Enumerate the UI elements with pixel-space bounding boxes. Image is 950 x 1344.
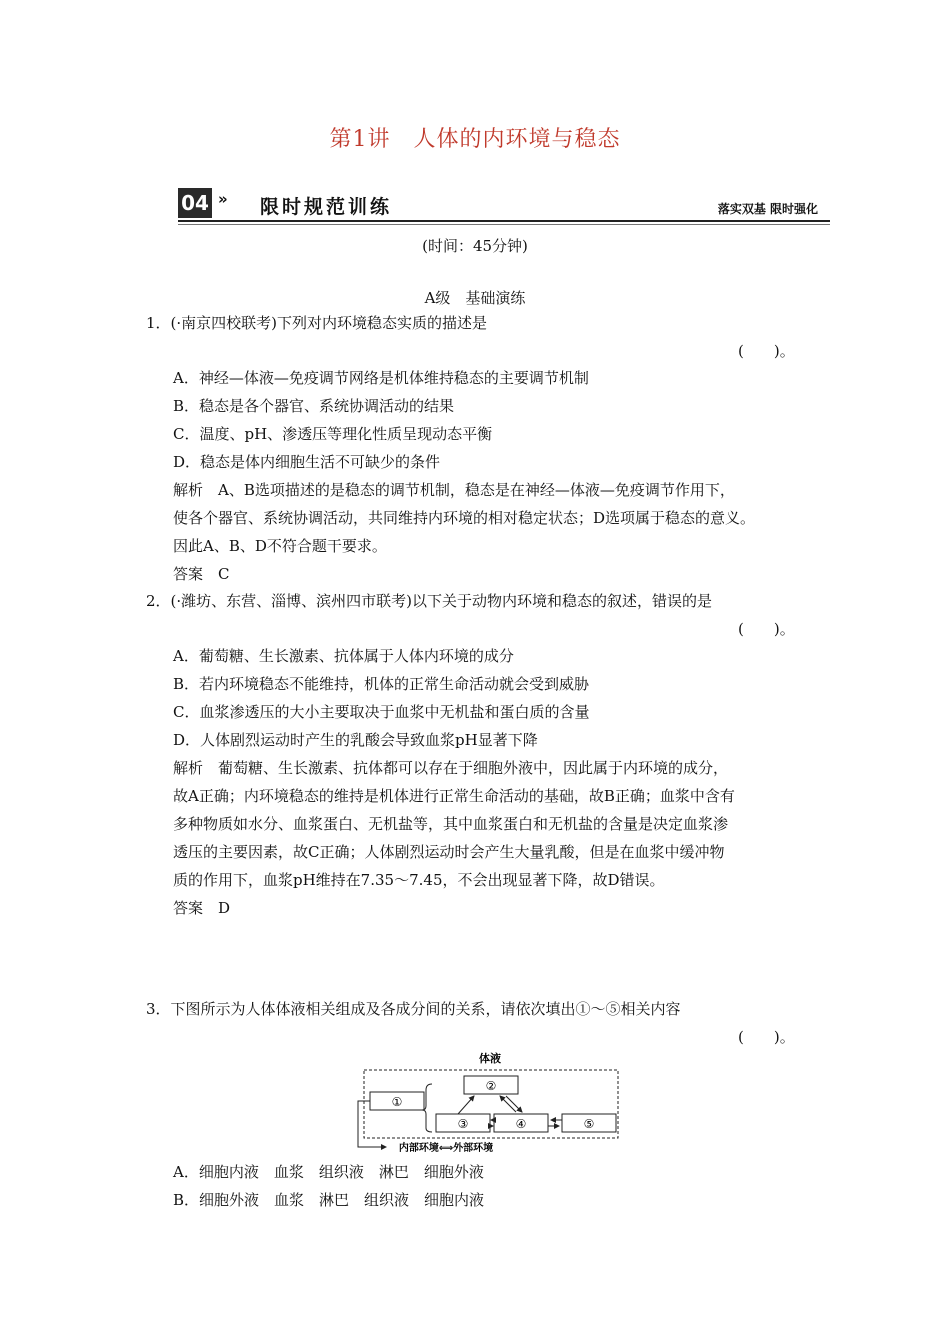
node-5-label: ⑤ <box>583 1117 595 1131</box>
q2-explanation-line: 故A正确；内环境稳态的维持是机体进行正常生命活动的基础，故B正确；血浆中含有 <box>173 787 735 805</box>
node-1-label: ① <box>391 1095 403 1109</box>
q1-option-b: B．稳态是各个器官、系统协调活动的结果 <box>173 397 455 415</box>
q2-stem: 2．(·潍坊、东营、淄博、滨州四市联考)以下关于动物内环境和稳态的叙述，错误的是 <box>146 592 713 610</box>
q1-answer: 答案 C <box>173 565 230 583</box>
section-number: 04 <box>178 188 212 218</box>
q1-explanation-line: 解析 A、B选项描述的是稳态的调节机制，稳态是在神经—体液—免疫调节作用下， <box>173 481 735 499</box>
diagram-bottom-label: 内部环境⟺外部环境 <box>398 1143 494 1154</box>
q3-answer-blank: ( )。 <box>738 1028 795 1046</box>
q2-option-b: B．若内环境稳态不能维持，机体的正常生命活动就会受到威胁 <box>173 675 590 693</box>
q2-answer-blank: ( )。 <box>738 620 795 638</box>
q1-option-d: D．稳态是体内细胞生活不可缺少的条件 <box>173 453 441 471</box>
time-limit: (时间：45分钟) <box>422 237 528 255</box>
q1-answer-blank: ( )。 <box>738 342 795 360</box>
q2-option-a: A．葡萄糖、生长激素、抗体属于人体内环境的成分 <box>173 647 514 665</box>
diagram-top-label: 体液 <box>479 1052 501 1065</box>
q2-explanation-line: 透压的主要因素，故C正确；人体剧烈运动时会产生大量乳酸，但是在血浆中缓冲物 <box>173 843 725 861</box>
double-chevron-icon: » <box>218 190 228 208</box>
banner-divider-thin <box>178 224 830 225</box>
q3-option-a: A．细胞内液 血浆 组织液 淋巴 细胞外液 <box>173 1163 484 1181</box>
node-4-label: ④ <box>515 1117 527 1131</box>
q2-explanation-line: 质的作用下，血浆pH维持在7.35～7.45，不会出现显著下降，故D错误。 <box>173 871 665 889</box>
q1-option-a: A．神经—体液—免疫调节网络是机体维持稳态的主要调节机制 <box>173 369 589 387</box>
q2-option-d: D．人体剧烈运动时产生的乳酸会导致血浆pH显著下降 <box>173 731 538 749</box>
q2-explanation-line: 多种物质如水分、血浆蛋白、无机盐等，其中血浆蛋白和无机盐的含量是决定血浆渗 <box>173 815 729 833</box>
arrow-3-to-2 <box>458 1096 474 1114</box>
node-2-label: ② <box>485 1079 497 1093</box>
level-heading: A级 基础演练 <box>424 289 526 307</box>
section-slogan: 落实双基 限时强化 <box>717 202 818 216</box>
q1-explanation-line: 因此A、B、D不符合题干要求。 <box>173 537 387 555</box>
q2-answer: 答案 D <box>173 899 231 917</box>
banner-divider <box>178 220 830 222</box>
page-title: 第1讲 人体的内环境与稳态 <box>329 127 621 152</box>
body-fluid-diagram <box>346 1050 626 1156</box>
section-banner <box>178 186 830 226</box>
node-3-label: ③ <box>457 1117 469 1131</box>
q1-option-c: C．温度、pH、渗透压等理化性质呈现动态平衡 <box>173 425 493 443</box>
q1-explanation-line: 使各个器官、系统协调活动，共同维持内环境的相对稳定状态；D选项属于稳态的意义。 <box>173 509 756 527</box>
q1-stem: 1．(·南京四校联考)下列对内环境稳态实质的描述是 <box>146 314 488 332</box>
q3-stem: 3．下图所示为人体体液相关组成及各成分间的关系，请依次填出①～⑤相关内容 <box>146 1000 681 1018</box>
q3-option-b: B．细胞外液 血浆 淋巴 组织液 细胞内液 <box>173 1191 485 1209</box>
q2-explanation-line: 解析 葡萄糖、生长激素、抗体都可以存在于细胞外液中，因此属于内环境的成分， <box>173 759 729 777</box>
q2-option-c: C．血浆渗透压的大小主要取决于血浆中无机盐和蛋白质的含量 <box>173 703 590 721</box>
section-label: 限时规范训练 <box>260 196 393 218</box>
